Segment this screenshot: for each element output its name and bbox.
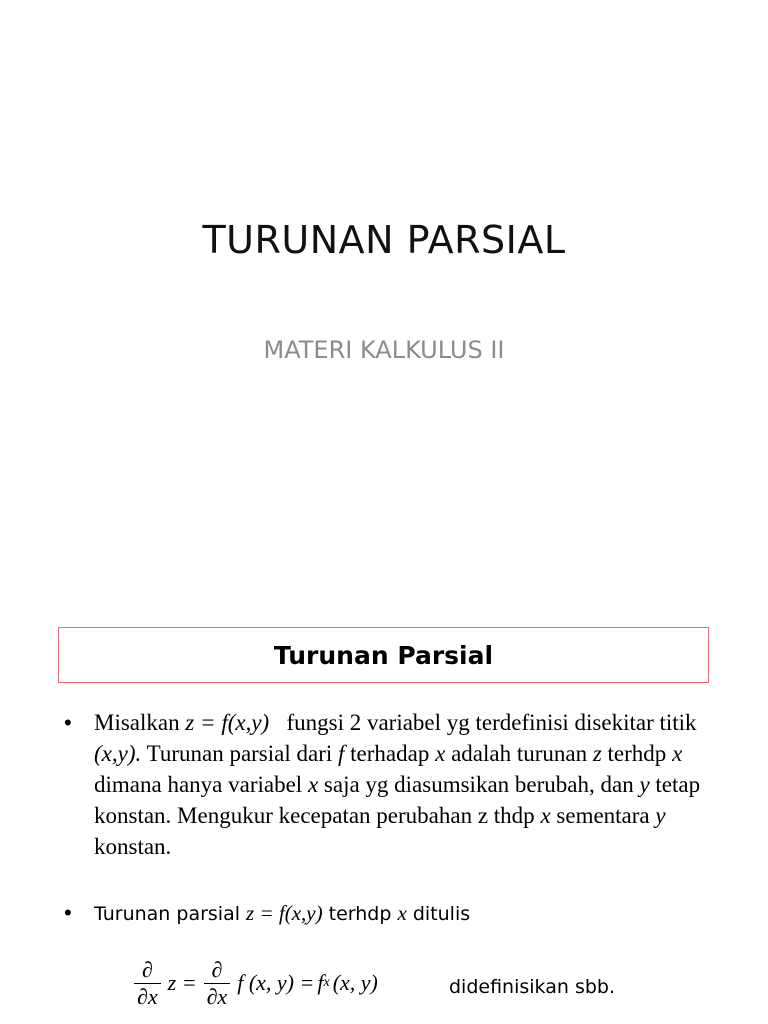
- text-segment: adalah turunan: [445, 741, 593, 766]
- text-segment: konstan.: [94, 834, 172, 859]
- text-segment: saja yg diasumsikan berubah, dan: [318, 772, 640, 797]
- text-segment: sementara: [550, 803, 656, 828]
- formula-note: didefinisikan sbb.: [449, 976, 616, 998]
- text-segment: fungsi 2 variabel yg terdefinisi disekitar titik: [269, 710, 703, 735]
- partial-x: ∂x: [137, 983, 158, 1009]
- partial-derivative-formula: [130, 948, 381, 1018]
- math-segment: x: [307, 772, 319, 797]
- fraction-partial-x: [204, 957, 231, 1010]
- math-segment: x: [435, 741, 446, 766]
- text-segment: Turunan parsial: [94, 903, 247, 925]
- text-segment: tetap konstan. Mengukur kecepatan perubahan z thdp: [94, 772, 701, 828]
- formula-subscript-x: x: [323, 975, 330, 990]
- partial-symbol: ∂: [211, 956, 223, 982]
- bullet-marker: •: [64, 900, 72, 925]
- bullet-definition-text: [94, 707, 724, 862]
- partial-x: ∂x: [206, 983, 228, 1009]
- math-segment: z = f(x,y): [185, 710, 270, 735]
- bullet-definition: [64, 707, 724, 862]
- formula-args: (x, y): [332, 970, 378, 995]
- formula-z-equals: z =: [167, 970, 197, 995]
- math-segment: z: [592, 741, 602, 766]
- fraction-partial-x: [134, 957, 161, 1010]
- math-segment: x: [397, 901, 407, 925]
- math-segment: x: [540, 803, 551, 828]
- math-segment: f: [338, 741, 345, 766]
- section-heading-box: [58, 627, 709, 683]
- text-segment: terhdp: [601, 741, 673, 766]
- text-segment: terhadap: [344, 741, 436, 766]
- math-segment: y: [639, 772, 650, 797]
- math-segment: z = f(x,y): [246, 901, 323, 925]
- slide-subtitle: MATERI KALKULUS II: [263, 336, 505, 364]
- section-heading: Turunan Parsial: [273, 640, 494, 670]
- text-segment: Misalkan: [94, 710, 186, 735]
- text-segment: Turunan parsial dari: [141, 741, 339, 766]
- math-segment: x: [672, 741, 683, 766]
- math-segment: (x,y).: [94, 741, 142, 766]
- bullet-notation-text: [94, 898, 724, 929]
- math-segment: y: [655, 803, 666, 828]
- slide-title: TURUNAN PARSIAL: [202, 218, 566, 262]
- bullet-marker: •: [64, 710, 72, 735]
- text-segment: dimana hanya variabel: [94, 772, 308, 797]
- formula-f: f: [317, 970, 324, 995]
- partial-symbol: ∂: [141, 956, 153, 982]
- bullet-notation: [64, 898, 724, 929]
- text-segment: terhdp: [322, 903, 398, 925]
- formula-f-of-xy: f (x, y) =: [237, 970, 315, 995]
- text-segment: ditulis: [406, 903, 471, 925]
